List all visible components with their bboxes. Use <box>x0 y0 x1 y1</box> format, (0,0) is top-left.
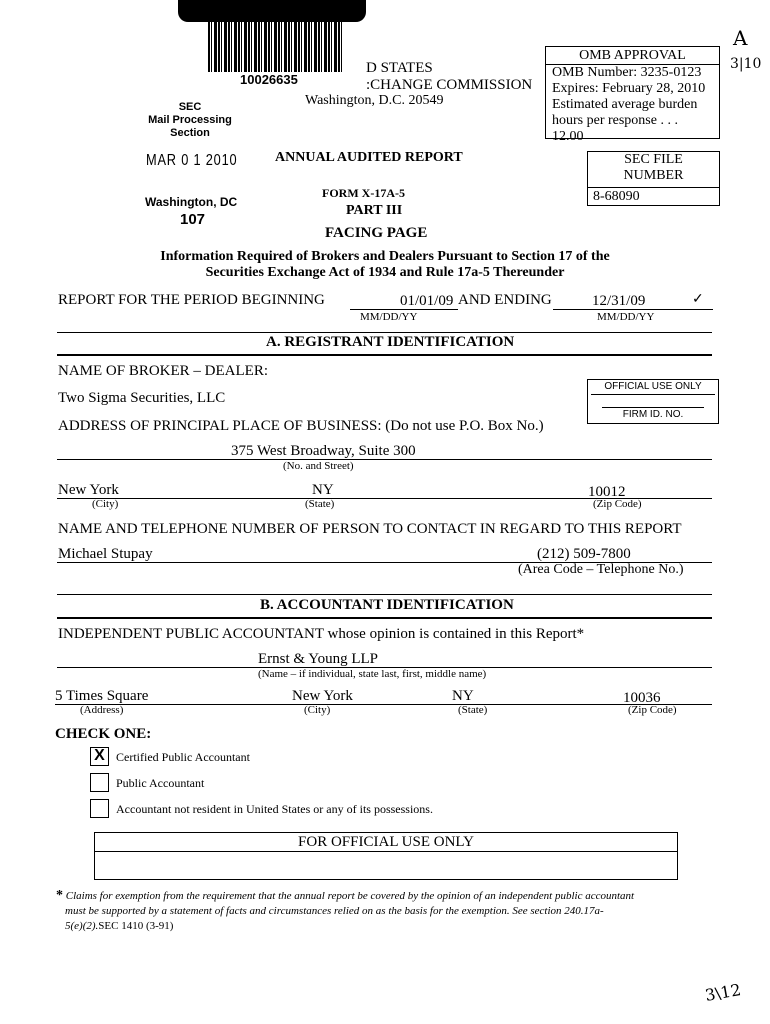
barcode-number: 10026635 <box>240 72 298 87</box>
footnote <box>56 888 736 934</box>
accountant-name: Ernst & Young LLP <box>258 651 379 667</box>
sec-file-number: 8-68090 <box>593 189 640 204</box>
stamp-date: MAR 0 1 2010 <box>146 152 238 169</box>
official-use-label: OFFICIAL USE ONLY <box>591 380 715 395</box>
info-line1: Information Required of Brokers and Dealers Pursuant to Section 17 of the <box>160 249 610 264</box>
agency-line2: :CHANGE COMMISSION <box>366 77 533 93</box>
contact-phone: (212) 509-7800 <box>537 546 631 562</box>
nonresident-accountant-label: Accountant not resident in United States or any of its possessions. <box>116 802 433 816</box>
street-caption: (No. and Street) <box>283 460 354 472</box>
period-and-ending: AND ENDING <box>458 292 552 308</box>
barcode <box>208 22 342 72</box>
footnote-form-number: SEC 1410 (3-91) <box>98 920 174 932</box>
handwritten-date: 3|10 <box>730 56 762 72</box>
sec-file-title2: NUMBER <box>623 168 684 183</box>
period-end: 12/31/09 <box>592 293 646 309</box>
zip: 10012 <box>588 484 626 500</box>
section-b-title: B. ACCOUNTANT IDENTIFICATION <box>260 597 514 613</box>
accountant-zip: 10036 <box>623 690 661 706</box>
section-a-bottom-line <box>57 354 712 356</box>
omb-burden-2: hours per response . . . <box>552 113 678 128</box>
info-line2: Securities Exchange Act of 1934 and Rule 17a-5 Thereunder <box>205 265 565 280</box>
omb-hours: 12.00 <box>552 129 584 144</box>
certified-accountant-label: Certified Public Accountant <box>116 750 250 764</box>
period-format2: MM/DD/YY <box>597 311 655 323</box>
sec-stamp-line1: SEC <box>178 101 202 113</box>
broker-label: NAME OF BROKER – DEALER: <box>58 363 269 379</box>
broker-name: Two Sigma Securities, LLC <box>58 390 226 406</box>
form-name: FORM X-17A-5 <box>322 186 405 200</box>
nonresident-accountant-checkbox[interactable] <box>90 799 109 818</box>
period-begin: 01/01/09 <box>400 293 454 309</box>
state-caption: (State) <box>305 498 335 510</box>
agency-line1: D STATES <box>366 60 433 76</box>
section-b-top-line <box>57 594 712 595</box>
footnote-line3: 5(e)(2). <box>65 920 99 932</box>
firm-id-label: FIRM ID. NO. <box>602 407 704 422</box>
for-official-use-label: FOR OFFICIAL USE ONLY <box>95 833 677 852</box>
stamp-code: 107 <box>180 211 206 228</box>
street-address: 375 West Broadway, Suite 300 <box>231 443 416 459</box>
period-begin-line <box>350 309 458 310</box>
accountant-address-line <box>55 704 712 705</box>
omb-number: OMB Number: 3235-0123 <box>552 65 702 80</box>
sec-stamp <box>140 101 240 140</box>
sec-stamp-line2: Mail Processing <box>148 114 232 126</box>
handwritten-note: 3\12 <box>703 980 743 1005</box>
period-format1: MM/DD/YY <box>360 311 418 323</box>
accountant-state: NY <box>452 688 474 704</box>
contact-name: Michael Stupay <box>58 546 153 562</box>
stamp-city: Washington, DC <box>145 195 238 209</box>
city-caption: (City) <box>92 498 119 510</box>
address-label: ADDRESS OF PRINCIPAL PLACE OF BUSINESS: (Do not use P.O. Box No.) <box>58 418 544 434</box>
redaction-bar <box>178 0 366 22</box>
period-end-line <box>553 309 713 310</box>
accountant-city: New York <box>292 688 353 704</box>
report-title: ANNUAL AUDITED REPORT <box>275 150 463 165</box>
check-tick: ✓ <box>692 292 704 307</box>
footnote-line2: must be supported by a statement of facts and circumstances relied on as the basis for the exemption. See section 240.17a- <box>65 905 604 917</box>
zip-caption: (Zip Code) <box>593 498 642 510</box>
official-use-box <box>587 379 719 424</box>
state: NY <box>312 482 334 498</box>
phone-caption: (Area Code – Telephone No.) <box>518 562 684 577</box>
omb-expires: Expires: February 28, 2010 <box>552 81 706 96</box>
form-part: PART III <box>346 203 403 218</box>
section-a-title: A. REGISTRANT IDENTIFICATION <box>266 334 515 350</box>
period-label: REPORT FOR THE PERIOD BEGINNING <box>58 292 325 308</box>
sec-file-box <box>587 151 720 206</box>
omb-burden-1: Estimated average burden <box>552 97 698 112</box>
omb-title: OMB APPROVAL <box>546 47 719 65</box>
street-line <box>57 459 712 460</box>
contact-label: NAME AND TELEPHONE NUMBER OF PERSON TO CONTACT IN REGARD TO THIS REPORT <box>58 521 682 537</box>
certified-accountant-checkbox[interactable]: X <box>90 747 109 766</box>
check-one-title: CHECK ONE: <box>55 726 152 742</box>
accountant-address: 5 Times Square <box>55 688 149 704</box>
public-accountant-label: Public Accountant <box>116 776 205 790</box>
address-caption: (Address) <box>80 704 124 716</box>
footnote-star: * <box>56 888 63 903</box>
sec-stamp-line3: Section <box>170 127 210 139</box>
city: New York <box>58 482 119 498</box>
agency-line3: Washington, D.C. 20549 <box>305 93 444 108</box>
accountant-zip-caption: (Zip Code) <box>628 704 677 716</box>
accountant-label: INDEPENDENT PUBLIC ACCOUNTANT whose opinion is contained in this Report* <box>58 626 585 642</box>
section-a-top-line <box>57 332 712 333</box>
accountant-caption: (Name – if individual, state last, first, middle name) <box>258 668 487 680</box>
facing-page: FACING PAGE <box>325 225 428 241</box>
accountant-state-caption: (State) <box>458 704 488 716</box>
omb-approval-box <box>545 46 720 144</box>
accountant-city-caption: (City) <box>304 704 331 716</box>
footnote-line1: Claims for exemption from the requirement that the annual report be covered by the opinion of an independent public accountant <box>65 890 635 902</box>
sec-file-title1: SEC FILE <box>624 152 683 167</box>
public-accountant-checkbox[interactable] <box>90 773 109 792</box>
section-b-bottom-line <box>57 617 712 619</box>
for-official-use-box <box>94 832 678 880</box>
handwritten-mark: A <box>733 26 748 50</box>
